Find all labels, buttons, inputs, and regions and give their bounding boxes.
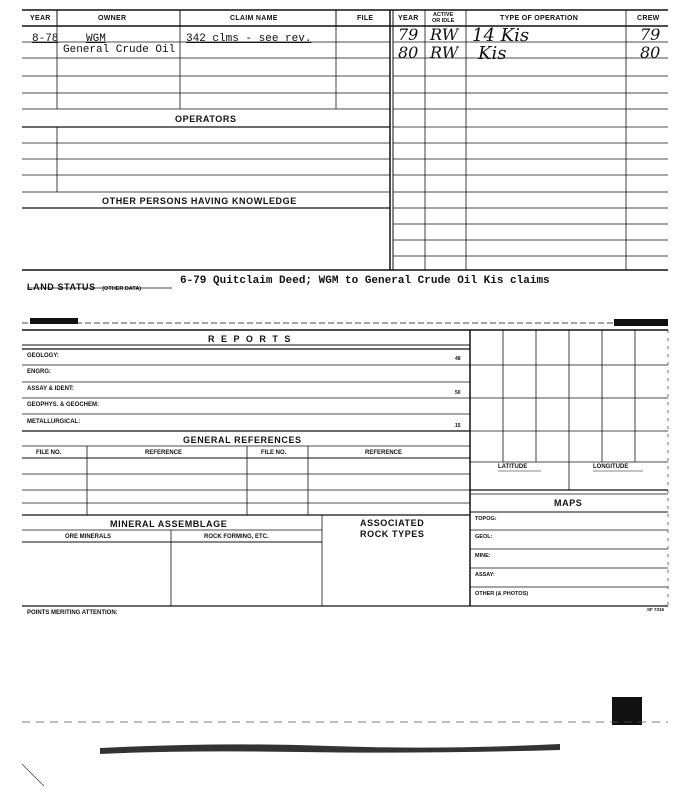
- activity-crew-2: 80: [640, 43, 661, 62]
- map-row-other: OTHER (& PHOTOS): [475, 591, 529, 597]
- header-year-2: YEAR: [398, 15, 419, 22]
- report-num-metallurgical: 15: [455, 423, 461, 429]
- ref-file-no-1: FILE NO.: [36, 450, 62, 456]
- report-label-geology: GEOLOGY:: [27, 353, 59, 359]
- other-persons-title: OTHER PERSONS HAVING KNOWLEDGE: [102, 196, 297, 206]
- report-num-assay: 50: [455, 390, 461, 396]
- owner-name-2: General Crude Oil: [63, 44, 176, 56]
- activity-type-1: 14 Kis: [472, 25, 530, 46]
- header-active: ACTIVE: [433, 12, 454, 18]
- claim-entry: 342 clms - see rev.: [186, 33, 312, 45]
- activity-status-2: RW: [430, 43, 459, 62]
- map-row-geol: GEOL:: [475, 534, 493, 540]
- header-crew: CREW: [637, 15, 660, 22]
- report-label-geophys: GEOPHYS. & GEOCHEM:: [27, 402, 100, 408]
- operators-title: OPERATORS: [175, 114, 237, 124]
- reports-title: R E P O R T S: [208, 334, 293, 344]
- land-status-subtitle: (OTHER DATA): [102, 286, 142, 292]
- longitude-label: LONGITUDE: [593, 464, 629, 470]
- activity-crew-1: 79: [640, 25, 661, 44]
- owner-year: 8-78: [32, 33, 59, 45]
- activity-year-2: 80: [398, 43, 419, 62]
- header-owner: OWNER: [98, 15, 127, 22]
- report-num-geology: 48: [455, 356, 461, 362]
- land-status-title: LAND STATUS: [27, 282, 96, 292]
- report-label-metallurgical: METALLURGICAL:: [27, 419, 81, 425]
- activity-status-1: RW: [430, 25, 459, 44]
- associated-title-2: ROCK TYPES: [360, 529, 425, 539]
- ref-file-no-2: FILE NO.: [261, 450, 287, 456]
- header-type-of-operation: TYPE OF OPERATION: [500, 15, 579, 22]
- points-meriting-attention: POINTS MERITING ATTENTION:: [27, 610, 118, 616]
- general-references-title: GENERAL REFERENCES: [183, 435, 302, 445]
- activity-type-2: Kis: [478, 43, 507, 64]
- land-status-text: 6-79 Quitclaim Deed; WGM to General Crude Oil Kis claims: [180, 275, 550, 287]
- ref-reference-2: REFERENCE: [365, 450, 403, 456]
- associated-title-1: ASSOCIATED: [360, 518, 425, 528]
- land-status-label: [27, 277, 141, 295]
- header-year: YEAR: [30, 15, 51, 22]
- mineral-assemblage-title: MINERAL ASSEMBLAGE: [110, 519, 228, 529]
- report-label-assay: ASSAY & IDENT:: [27, 386, 75, 392]
- ref-reference-1: REFERENCE: [145, 450, 183, 456]
- owner-name: WGM: [86, 33, 106, 45]
- header-file: FILE: [357, 15, 374, 22]
- latitude-label: LATITUDE: [498, 464, 528, 470]
- map-row-topog: TOPOG:: [475, 516, 497, 522]
- header-claim-name: CLAIM NAME: [230, 15, 278, 22]
- report-label-engrg: ENGRG:: [27, 369, 51, 375]
- maps-title: MAPS: [554, 498, 583, 508]
- map-row-mine: MINE:: [475, 553, 491, 559]
- form-number: SF 7315: [647, 607, 665, 612]
- ore-minerals-header: ORE MINERALS: [65, 534, 112, 540]
- header-or-idle: OR IDLE: [432, 18, 455, 24]
- map-row-assay: ASSAY:: [475, 572, 495, 578]
- rock-forming-header: ROCK FORMING, ETC.: [204, 534, 269, 540]
- activity-year-1: 79: [398, 25, 419, 44]
